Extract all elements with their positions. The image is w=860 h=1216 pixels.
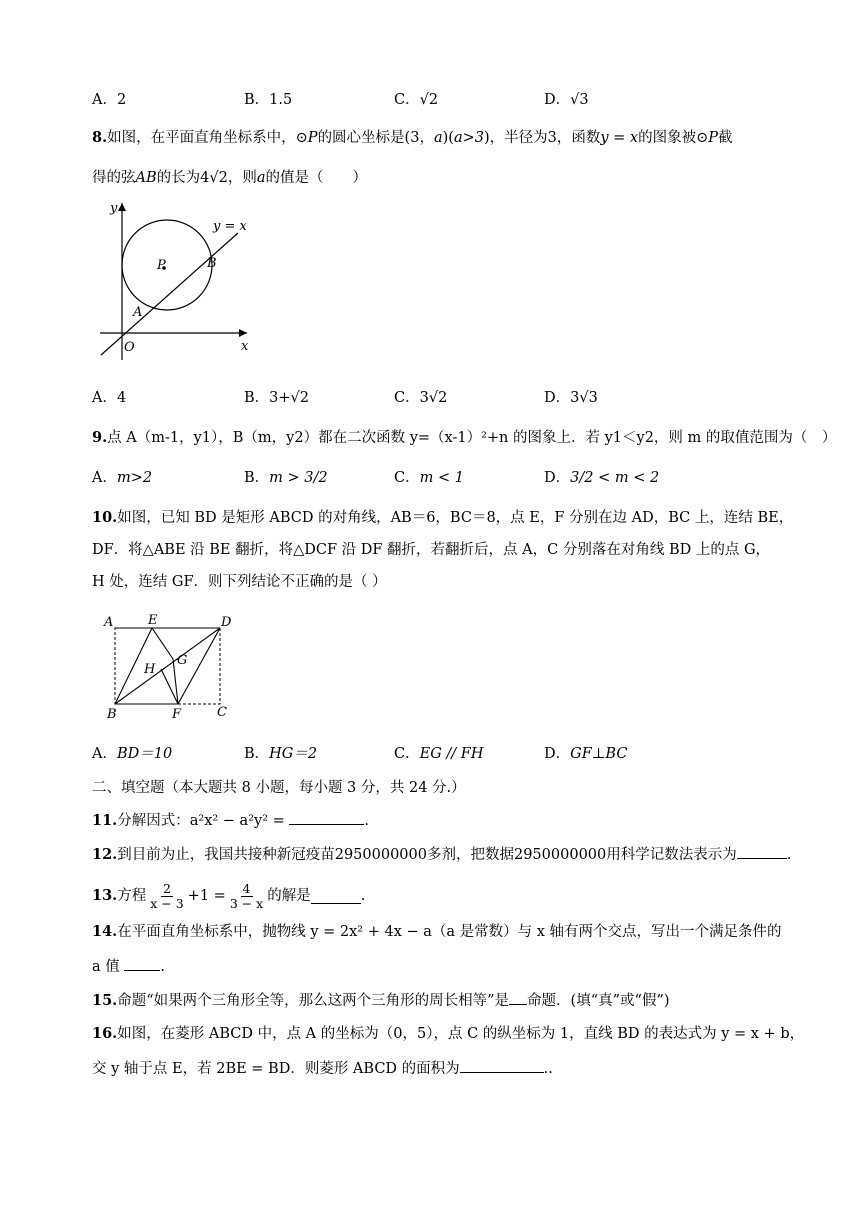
q10-label-b: B: [107, 707, 117, 722]
q14-answer-blank[interactable]: [124, 956, 160, 971]
q10-label-e: E: [148, 613, 158, 628]
q10-option-c: C．EG // FH: [394, 746, 484, 762]
q10-option-b: B．HG＝2: [244, 746, 318, 762]
q9-option-b: B．m > 3/2: [244, 470, 328, 486]
q10-line1: 10.如图，已知 BD 是矩形 ABCD 的对角线，AB＝6，BC＝8，点 E，F 分别在边 AD，BC 上，连结 BE，: [92, 509, 794, 526]
q8-line1: 8.如图，在平面直角坐标系中，⊙P的圆心坐标是(3，a)(a>3)，半径为3，函数y = x的图象被⊙P截: [92, 129, 733, 146]
section-2-heading: 二、填空题（本大题共 8 小题，每小题 3 分，共 24 分.）: [92, 780, 466, 796]
q7-option-c: C．√2: [394, 92, 439, 108]
q7-option-a: A．2: [92, 92, 127, 108]
q10-label-h: H: [144, 662, 156, 677]
q10-label-c: C: [217, 705, 227, 720]
q8-option-c: C．3√2: [394, 390, 448, 406]
q8-label-o: O: [124, 340, 135, 355]
q8-option-d: D．3√3: [544, 390, 598, 406]
q10-label-g: G: [177, 653, 188, 668]
q8-option-a: A．4: [92, 390, 127, 406]
q12-text: 12.到目前为止，我国共接种新冠疫苗2950000000多剂，把数据2950000000用科学记数法表示为 .: [92, 846, 792, 863]
q10-label-d: D: [221, 615, 232, 630]
q9-option-d: D．3/2 < m < 2: [544, 470, 660, 486]
q11-answer-blank[interactable]: [289, 810, 364, 825]
q9-text: 9.点 A（m-1，y1），B（m，y2）都在二次函数 y=（x-1）²+n 的图象上．若 y1＜y2，则 m 的取值范围为（ ）: [92, 429, 837, 446]
q16-answer-blank[interactable]: [460, 1058, 544, 1073]
q14-line1: 14.在平面直角坐标系中，抛物线 y = 2x² + 4x − a（a 是常数）与 x 轴有两个交点，写出一个满足条件的: [92, 923, 782, 940]
q10-line3: H 处，连结 GF．则下列结论不正确的是（ ）: [92, 574, 387, 590]
q10-line2: DF．将△ABE 沿 BE 翻折，将△DCF 沿 DF 翻折，若翻折后，点 A，C 分别落在对角线 BD 上的点 G，: [92, 542, 771, 558]
q7-option-d: D．√3: [544, 92, 589, 108]
q12-answer-blank[interactable]: [737, 844, 787, 859]
q10-label-f: F: [172, 707, 182, 722]
q10-label-a: A: [104, 615, 114, 630]
q9-option-a: A．m>2: [92, 470, 153, 486]
q13-answer-blank[interactable]: [311, 889, 361, 904]
q8-label-b: B: [207, 256, 217, 271]
q13-fraction-1: $\frac{2}{x - 3}$: [150, 880, 184, 911]
q15-answer-blank[interactable]: [509, 990, 527, 1005]
q8-label-y: y: [110, 201, 118, 216]
q8-label-line: y = x: [213, 219, 247, 234]
q13-text: 13. 方程 $\frac{2}{x - 3}$ +1 = $\frac{4}{3 - x}$ 的解是 .: [92, 880, 366, 911]
q11-text: 11.分解因式：a²x² − a²y² = .: [92, 812, 369, 829]
q9-option-c: C．m < 1: [394, 470, 464, 486]
q8-label-x: x: [241, 339, 249, 354]
q8-line2: 得的弦AB的长为4√2，则a的值是（ ）: [92, 170, 367, 186]
q13-fraction-2: $\frac{4}{3 - x}$: [229, 880, 264, 911]
q8-option-b: B．3+√2: [244, 390, 309, 406]
q7-option-b: B．1.5: [244, 92, 293, 108]
q15-text: 15.命题“如果两个三角形全等，那么这两个三角形的周长相等”是 命题．(填“真”或“假”): [92, 992, 670, 1009]
q16-line1: 16.如图，在菱形 ABCD 中，点 A 的坐标为（0，5），点 C 的纵坐标为 1，直线 BD 的表达式为 y = x + b，: [92, 1025, 805, 1042]
q14-line2: a 值 .: [92, 956, 165, 977]
q8-label-p: P: [157, 258, 166, 273]
q10-option-a: A．BD＝10: [92, 746, 173, 762]
q8-figure: [95, 195, 265, 365]
q16-line2: 交 y 轴于点 E，若 2BE = BD．则菱形 ABCD 的面积为 ..: [92, 1058, 553, 1079]
q10-option-d: D．GF⊥BC: [544, 746, 628, 762]
q10-figure: [100, 610, 240, 725]
q8-label-a: A: [133, 305, 143, 320]
